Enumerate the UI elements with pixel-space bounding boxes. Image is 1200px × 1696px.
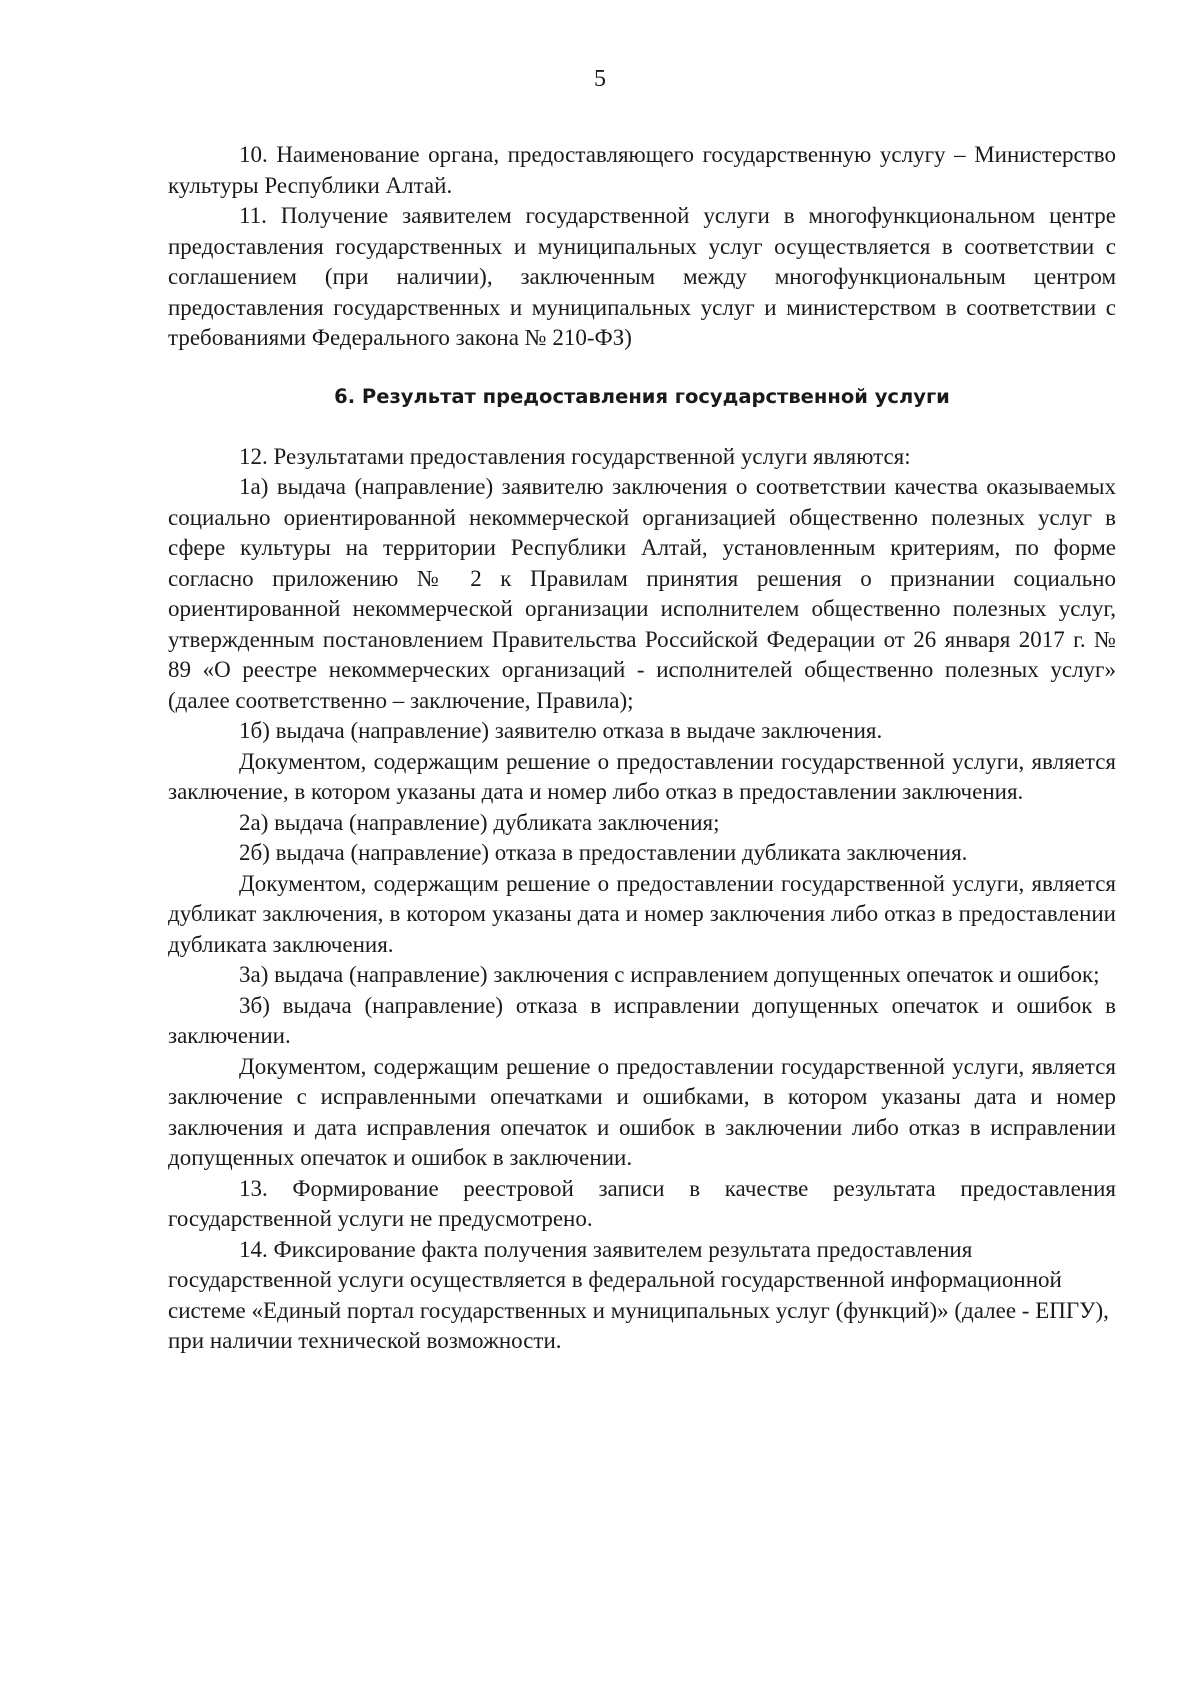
paragraph-3a: 3а) выдача (направление) заключения с исправлением допущенных опечаток и ошибок; (239, 962, 1100, 987)
paragraph-1a: 1а) выдача (направление) заявителю заключения о соответствии качества оказываемых социально ориентированной некоммерческой организацией общественно полезных услуг в сфере культуры на территории Республики Алтай, установленным критериям, по форме согласно приложению № 2 к Правилам принятия решения о признании социально ориентированной некоммерческой организации исполнителем общественно полезных услуг, утвержденным постановлением Правительства Российской Федерации от 26 января 2017 г. № 89 «О реестре некоммерческих организаций - исполнителей общественно полезных услуг» (далее соответственно – заключение, Правила); (168, 474, 1116, 713)
section-heading: 6. Результат предоставления государственной услуги (334, 384, 950, 408)
paragraph-document-1: Документом, содержащим решение о предоставлении государственной услуги, является заключение, в котором указаны дата и номер либо отказ в предоставлении заключения. (168, 748, 1116, 804)
paragraph-document-2: Документом, содержащим решение о предоставлении государственной услуги, является дубликат заключения, в котором указаны дата и номер заключения либо отказ в предоставлении дубликата заключения. (168, 870, 1116, 957)
paragraph-1b: 1б) выдача (направление) заявителю отказа в выдаче заключения. (239, 718, 883, 743)
page-number: 5 (594, 66, 606, 92)
paragraph-13: 13. Формирование реестровой записи в качестве результата предоставления государственной услуги не предусмотрено. (168, 1175, 1116, 1231)
paragraph-12: 12. Результатами предоставления государственной услуги являются: (239, 443, 911, 469)
paragraph-3b: 3б) выдача (направление) отказа в исправлении допущенных опечаток и ошибок в заключении. (168, 992, 1116, 1048)
paragraph-11: 11. Получение заявителем государственной услуги в многофункциональном центре предоставления государственных и муниципальных услуг осуществляется в соответствии с соглашением (при наличии), заключенным между многофункциональным центром предоставления государственных и муниципальных услуг и министерством в соответствии с требованиями Федерального закона № 210-ФЗ) (168, 203, 1116, 350)
document-body (168, 140, 1116, 1357)
paragraph-2b: 2б) выдача (направление) отказа в предоставлении дубликата заключения. (239, 840, 968, 865)
paragraph-14: 14. Фиксирование факта получения заявителем результата предоставления государственной услуги осуществляется в федеральной государственной информационной системе «Единый портал государственных и муниципальных услуг (функций)» (далее - ЕПГУ), при наличии технической возможности. (168, 1236, 1109, 1353)
paragraph-10: 10. Наименование органа, предоставляющего государственную услугу – Министерство культуры Республики Алтай. (168, 142, 1116, 198)
paragraph-2a: 2а) выдача (направление) дубликата заключения; (239, 809, 720, 835)
paragraph-document-3: Документом, содержащим решение о предоставлении государственной услуги, является заключение с исправленными опечатками и ошибками, в котором указаны дата и номер заключения и дата исправления опечаток и ошибок в заключении либо отказ в исправлении допущенных опечаток и ошибок в заключении. (168, 1053, 1116, 1170)
